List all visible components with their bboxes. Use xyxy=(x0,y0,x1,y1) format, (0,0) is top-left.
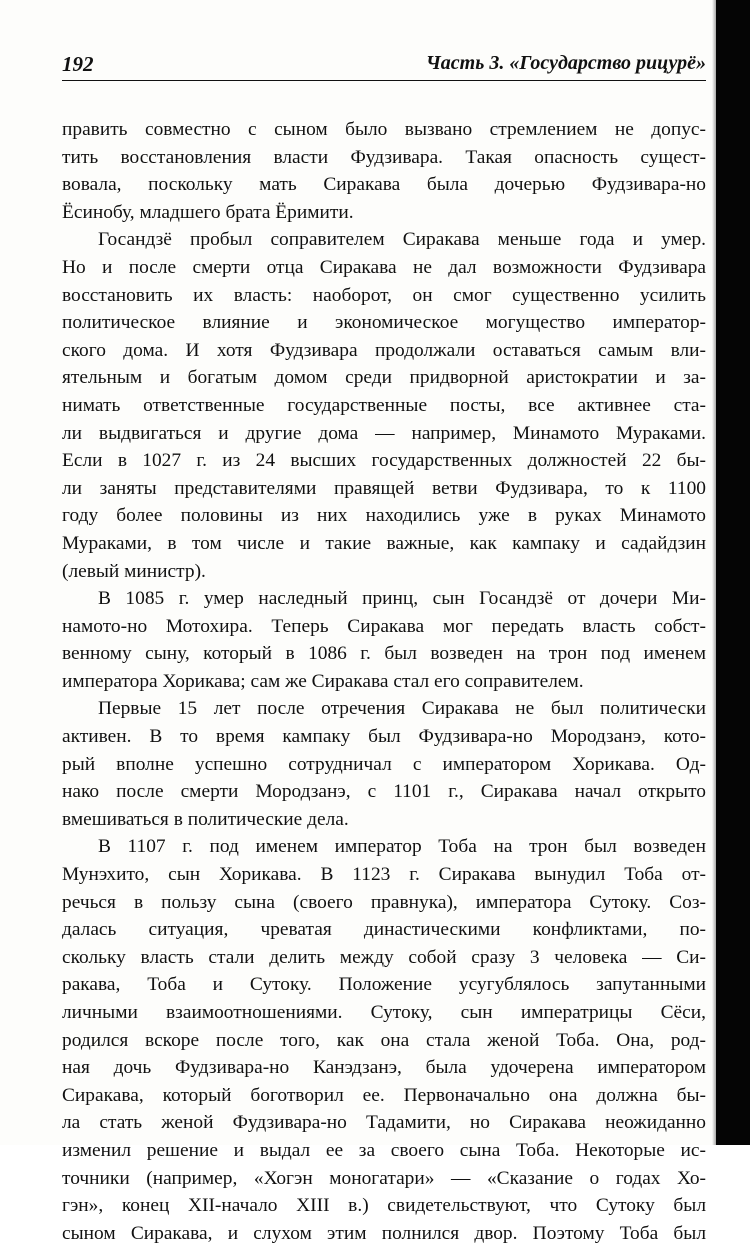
text-line: ла стать женой Фудзивара-но Тадамити, но Сиракава неожиданно xyxy=(62,1112,706,1134)
header-rule xyxy=(62,80,706,81)
text-line: (левый министр). xyxy=(62,560,206,582)
text-line: править совместно с сыном было вызвано стремлением не допус- xyxy=(62,119,706,140)
text-line: Мураками, в том числе и такие важные, как кампаку и садайдзин xyxy=(62,532,706,554)
text-line: ная дочь Фудзивара-но Канэдзанэ, была удочерена императором xyxy=(62,1057,706,1079)
text-line: Мунэхито, сын Хорикава. В 1123 г. Сиракава вынудил Тоба от- xyxy=(62,864,706,886)
text-line: гэн», конец XII-начало XIII в.) свидетельствуют, что Сутоку был xyxy=(62,1195,706,1217)
text-line: вовала, поскольку мать Сиракава была дочерью Фудзивара-но xyxy=(62,174,706,196)
text-line: ского дома. И хотя Фудзивара продолжали оставаться самым вли- xyxy=(62,339,706,361)
text-line: Госандзё пробыл соправителем Сиракава меньше года и умер. xyxy=(98,229,706,251)
text-line: личными взаимоотношениями. Сутоку, сын императрицы Сёси, xyxy=(62,1002,706,1023)
text-line: точники (например, «Хогэн моногатари» — «Сказание о годах Хо- xyxy=(62,1167,706,1189)
text-line: тить восстановления власти Фудзивара. Такая опасность сущест- xyxy=(62,146,706,168)
text-line: рый вполне успешно сотрудничал с императором Хорикава. Од- xyxy=(62,753,706,775)
text-line: нако после смерти Мородзанэ, с 1101 г., Сиракава начал открыто xyxy=(62,781,706,803)
text-line: ли заняты представителями правящей ветви Фудзивара, то к 1100 xyxy=(62,477,706,499)
text-line: изменил решение и выдал ее за своего сына Тоба. Некоторые ис- xyxy=(62,1139,706,1161)
text-line: Сиракава, который боготворил ее. Первоначально она должна бы- xyxy=(62,1084,706,1106)
text-line: ракава, Тоба и Сутоку. Положение усугублялось запутанными xyxy=(62,974,706,996)
text-line: намото-но Мотохира. Теперь Сиракава мог передать власть собст- xyxy=(62,615,706,637)
page-number: 192 xyxy=(62,52,94,76)
text-line: В 1085 г. умер наследный принц, сын Госандзё от дочери Ми- xyxy=(98,588,706,610)
text-line: Если в 1027 г. из 24 высших государственных должностей 22 бы- xyxy=(62,450,706,472)
text-line: нимать ответственные государственные посты, все активнее ста- xyxy=(62,394,706,416)
text-line: родился вскоре после того, как она стала женой Тоба. Она, род- xyxy=(62,1029,706,1051)
page-header xyxy=(62,48,706,82)
running-title: Часть 3. «Государство рицурё» xyxy=(425,52,706,74)
text-line: активен. В то время кампаку был Фудзивара-но Мородзанэ, кото- xyxy=(62,726,706,748)
text-line: далась ситуация, чреватая династическими конфликтами, по- xyxy=(62,919,706,941)
text-line: восстановить их власть: наоборот, он смог существенно усилить xyxy=(62,284,706,306)
text-line: ли выдвигаться и другие дома — например, Минамото Мураками. xyxy=(62,422,706,444)
text-line: вмешиваться в политические дела. xyxy=(62,808,349,830)
text-line: императора Хорикава; сам же Сиракава стал его соправителем. xyxy=(62,670,584,692)
scan-dark-edge xyxy=(716,0,750,1145)
text-line: Но и после смерти отца Сиракава не дал возможности Фудзивара xyxy=(62,256,706,278)
text-line: венному сыну, который в 1086 г. был возведен на трон под именем xyxy=(62,643,706,665)
text-line: Первые 15 лет после отречения Сиракава не был политически xyxy=(98,698,706,720)
text-line: В 1107 г. под именем император Тоба на трон был возведен xyxy=(98,836,706,858)
text-line: ятельным и богатым домом среди придворной аристократии и за- xyxy=(62,367,706,389)
text-line: Ёсинобу, младшего брата Ёримити. xyxy=(62,201,354,223)
text-line: сыном Сиракава, и слухом этим полнился двор. Поэтому Тоба был xyxy=(62,1222,706,1244)
text-line: скольку власть стали делить между собой сразу 3 человека — Си- xyxy=(62,946,706,968)
body-text xyxy=(62,116,706,1247)
text-line: политическое влияние и экономическое могущество император- xyxy=(62,312,706,334)
text-line: речься в пользу сына (своего правнука), императора Сутоку. Соз- xyxy=(62,891,706,913)
text-line: году более половины из них находились уже в руках Минамото xyxy=(62,505,706,527)
